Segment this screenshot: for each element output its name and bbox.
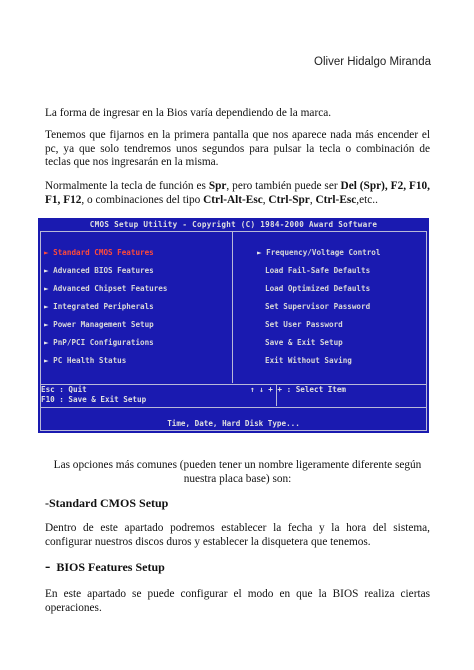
paragraph-common-options: Las opciones más comunes (pueden tener un nombre ligeramente diferente según nuestra placa base) son: [53, 459, 422, 485]
key-ctrl-alt-esc: Ctrl-Alt-Esc [203, 193, 263, 206]
paragraph-intro: La forma de ingresar en la Bios varía dependiendo de la marca. [45, 107, 332, 119]
arrow-icon: ► [44, 356, 49, 365]
text-span: , [262, 193, 269, 206]
bios-item-user-password: Set User Password [265, 320, 343, 329]
bios-item-label: Advanced BIOS Features [53, 266, 154, 275]
bios-help-esc: Esc : Quit [41, 385, 87, 394]
key-ctrl-spr: Ctrl-Spr [268, 193, 310, 206]
text-span: , o combinaciones del tipo [81, 193, 204, 206]
heading-standard-cmos: -Standard CMOS Setup [45, 496, 169, 510]
bios-status-line: Time, Date, Hard Disk Type... [167, 419, 300, 428]
bios-item-exit-without-saving: Exit Without Saving [265, 356, 352, 365]
arrow-icon: ► [44, 284, 49, 293]
bios-item-label: PnP/PCI Configurations [53, 338, 154, 347]
bios-item-power-management [44, 320, 154, 329]
bios-item-pnp-pci [44, 338, 154, 347]
paragraph-bios-features: En este apartado se puede configurar el modo en que la BIOS realiza ciertas operaciones. [45, 588, 430, 614]
bios-item-integrated-peripherals [44, 302, 154, 311]
bios-item-frequency-voltage [257, 248, 380, 257]
author-name: Oliver Hidalgo Miranda [314, 56, 431, 68]
heading-bios-features [45, 558, 165, 576]
arrow-icon: ► [44, 248, 49, 257]
text-span: Normalmente la tecla de función es [45, 180, 209, 192]
paragraph-function-keys [45, 180, 430, 207]
key-ctrl-esc: Ctrl-Esc [315, 193, 357, 206]
arrow-icon: ► [44, 266, 49, 275]
paragraph-first-screen: Tenemos que fijarnos en la primera pantalla que nos aparece nada más encender el pc, ya que solo tendremos unos segundos para pulsar la tecla o combinación de teclas que nos ingresarán en la misma. [45, 129, 430, 169]
bios-item-advanced-chipset [44, 284, 167, 293]
bios-item-save-exit: Save & Exit Setup [265, 338, 343, 347]
heading-dash: - [45, 558, 51, 575]
arrow-icon: ► [44, 302, 49, 311]
bios-divider [232, 232, 233, 383]
bios-item-label: Standard CMOS Features [53, 248, 154, 257]
text-span: ,etc.. [356, 193, 378, 206]
arrow-icon: ► [44, 320, 49, 329]
bios-item-label: Advanced Chipset Features [53, 284, 168, 293]
arrow-icon: ► [44, 338, 49, 347]
bios-item-label: PC Health Status [53, 356, 127, 365]
bios-help-navigation: ↑ ↓ + + : Select Item [250, 385, 347, 394]
heading-text: BIOS Features Setup [56, 560, 165, 574]
bios-item-supervisor-password: Set Supervisor Password [265, 302, 371, 311]
key-list: Del (Spr), F2, F10, F1, F12 [45, 180, 430, 206]
bios-item-label: Integrated Peripherals [53, 302, 154, 311]
arrow-icon: ► [257, 248, 262, 257]
text-span: , pero también puede ser [226, 180, 341, 192]
key-spr: Spr [208, 180, 227, 192]
text-span: , [309, 193, 316, 206]
bios-help-f10: F10 : Save & Exit Setup [41, 395, 147, 404]
bios-screenshot [38, 218, 429, 433]
bios-item-pc-health [44, 356, 126, 365]
bios-item-load-optimized: Load Optimized Defaults [265, 284, 371, 293]
bios-item-label: Power Management Setup [53, 320, 154, 329]
bios-item-advanced-bios [44, 266, 154, 275]
paragraph-standard-cmos: Dentro de este apartado podremos establecer la fecha y la hora del sistema, configurar nuestros discos duros y establecer la disquetera que tenemos. [45, 522, 430, 548]
bios-item-standard-cmos [44, 248, 154, 257]
bios-item-load-failsafe: Load Fail-Safe Defaults [265, 266, 371, 275]
bios-title: CMOS Setup Utility - Copyright (C) 1984-2000 Award Software [89, 220, 378, 229]
bios-item-label: Frequency/Voltage Control [266, 248, 381, 257]
